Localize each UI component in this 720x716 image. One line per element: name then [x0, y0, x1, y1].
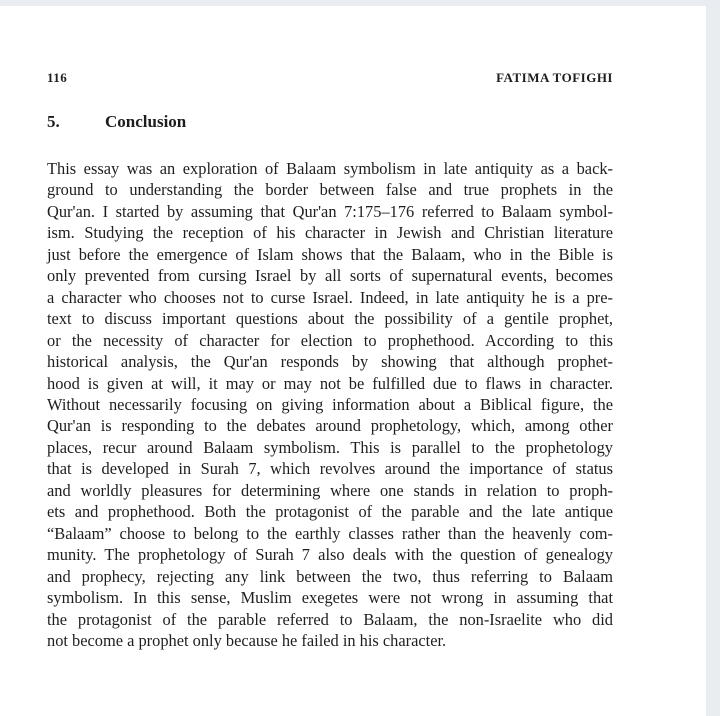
text-line: ground to understanding the border between false and true prophets in the — [47, 180, 613, 200]
text-line: a character who chooses not to curse Israel. Indeed, in late antiquity he is a pre- — [47, 287, 613, 307]
text-line: symbolism. In this sense, Muslim exegetes were not wrong in assuming that — [47, 588, 613, 608]
section-title: Conclusion — [105, 112, 187, 131]
text-line: and prophecy, rejecting any link between the two, thus referring to Balaam — [47, 566, 613, 586]
text-line: hood is given at will, it may or may not be fulfilled due to flaws in character. — [47, 373, 613, 393]
text-line: only prevented from cursing Israel by all sorts of supernatural events, becomes — [47, 266, 613, 286]
text-line: ism. Studying the reception of his character in Jewish and Christian literature — [47, 223, 613, 243]
text-line: This essay was an exploration of Balaam symbolism in late antiquity as a back- — [47, 159, 613, 178]
text-line: ets and prophethood. Both the protagonist of the parable and the late antique — [47, 502, 613, 522]
running-header-author: FATIMA TOFIGHI — [496, 70, 613, 85]
text-line: Without necessarily focusing on giving information about a Biblical figure, the — [47, 394, 613, 414]
text-line: places, recur around Balaam symbolism. This is parallel to the prophetology — [47, 437, 613, 457]
page-number: 116 — [47, 70, 68, 85]
text-line: munity. The prophetology of Surah 7 also deals with the question of genealogy — [47, 545, 613, 565]
document-page — [0, 6, 706, 716]
text-line: that is developed in Surah 7, which revolves around the importance of status — [47, 459, 613, 479]
text-line: or the necessity of character for election to prophethood. According to this — [47, 330, 613, 350]
text-line: “Balaam” choose to belong to the earthly classes rather than the heavenly com- — [47, 523, 613, 543]
text-line: the protagonist of the parable referred to Balaam, the non-Israelite who did — [47, 609, 613, 629]
text-line: Qur'an is responding to the debates around prophetology, which, among other — [47, 416, 613, 436]
text-line: text to discuss important questions about the possibility of a gentile prophet, — [47, 309, 613, 329]
text-line: not become a prophet only because he failed in his character. — [47, 630, 447, 650]
text-line: historical analysis, the Qur'an responds by showing that although prophet- — [47, 352, 613, 372]
text-line: and worldly pleasures for determining where one stands in relation to proph- — [47, 480, 613, 500]
section-number: 5. — [47, 112, 60, 131]
body-paragraph — [47, 158, 613, 651]
text-line: just before the emergence of Islam shows that the Balaam, who in the Bible is — [47, 244, 613, 264]
text-line: Qur'an. I started by assuming that Qur'an 7:175–176 referred to Balaam symbol- — [47, 201, 613, 221]
